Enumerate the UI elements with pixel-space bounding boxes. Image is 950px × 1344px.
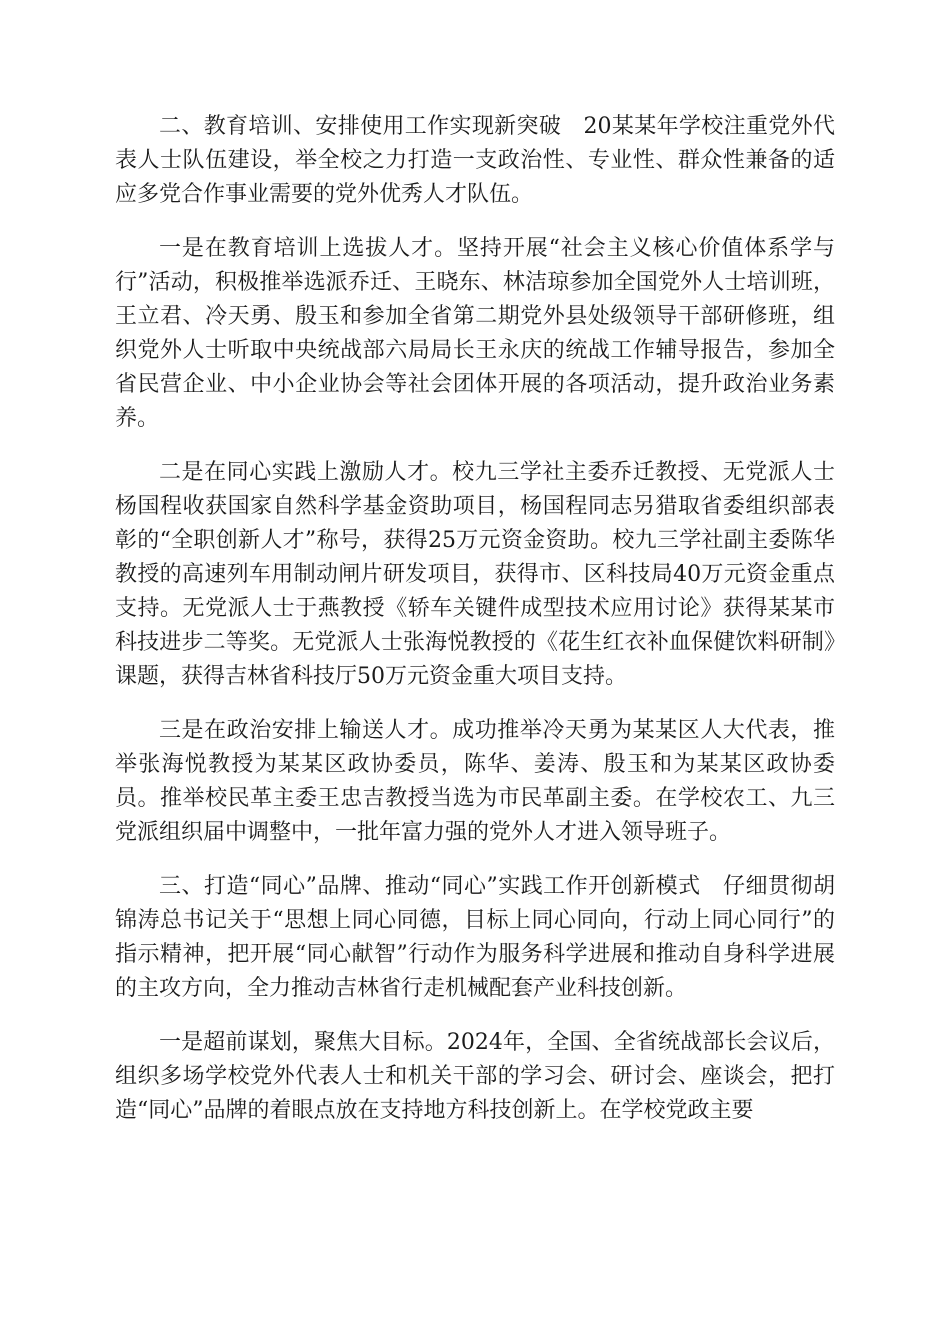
paragraph-training-talent: 一是在教育培训上选拔人才。坚持开展“社会主义核心价值体系学与行”活动，积极推举选派乔迁、王晓东、林洁琼参加全国党外人士培训班，王立君、冷天勇、殷玉和参加全省第二期党外县处级领导干部研修班，组织党外人士听取中央统战部六局局长王永庆的统战工作辅导报告，参加全省民营企业、中小企业协会等社会团体开展的各项活动，提升政治业务素养。 (115, 236, 835, 431)
paragraph-section-three-heading: 三、打造“同心”品牌、推动“同心”实践工作开创新模式 仔细贯彻胡锦涛总书记关于“思想上同心同德，目标上同心同向，行动上同心同行”的指示精神，把开展“同心献智”行动作为服务科学进展和推动自身科学进展的主攻方向，全力推动吉林省行走机械配套产业科技创新。 (115, 874, 835, 1001)
paragraph-political-arrangement: 三是在政治安排上输送人才。成功推举冷天勇为某某区人大代表，推举张海悦教授为某某区政协委员，陈华、姜涛、殷玉和为某某区政协委员。推举校民革主委王忠吉教授当选为市民革副主委。在学校农工、九三党派组织届中调整中，一批年富力强的党外人才进入领导班子。 (115, 718, 835, 845)
paragraph-section-two-heading: 二、教育培训、安排使用工作实现新突破 20某某年学校注重党外代表人士队伍建设，举全校之力打造一支政治性、专业性、群众性兼备的适应多党合作事业需要的党外优秀人才队伍。 (115, 114, 835, 207)
document-body (115, 110, 835, 1148)
paragraph-practice-incentive: 二是在同心实践上激励人才。校九三学社主委乔迁教授、无党派人士杨国程收获国家自然科学基金资助项目，杨国程同志另猎取省委组织部表彰的“全职创新人才”称号，获得25万元资金资助。校九三学社副主委陈华教授的高速列车用制动闸片研发项目，获得市、区科技局40万元资金重点支持。无党派人士于燕教授《轿车关键件成型技术应用讨论》获得某某市科技进步二等奖。无党派人士张海悦教授的《花生红衣补血保健饮料研制》课题，获得吉林省科技厅50万元资金重大项目支持。 (115, 460, 835, 689)
paragraph-advance-planning: 一是超前谋划，聚焦大目标。2024年，全国、全省统战部长会议后，组织多场学校党外代表人士和机关干部的学习会、研讨会、座谈会，把打造“同心”品牌的着眼点放在支持地方科技创新上。在学校党政主要 (115, 1030, 835, 1123)
